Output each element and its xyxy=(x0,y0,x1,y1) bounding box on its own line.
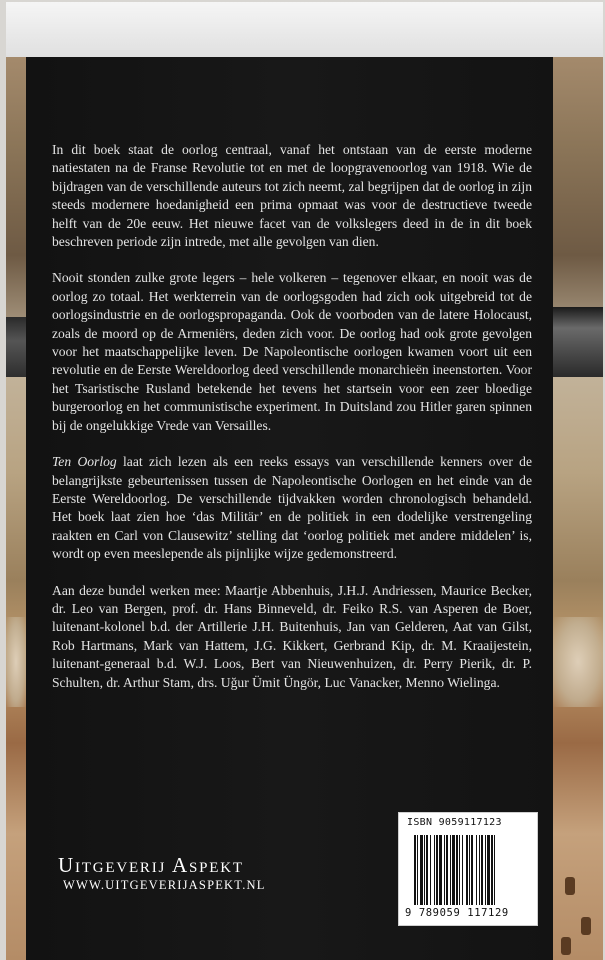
barcode-bar xyxy=(466,835,468,905)
painting-figure xyxy=(565,877,575,895)
ean-digits: 9 789059 117129 xyxy=(405,907,509,919)
barcode-bar xyxy=(481,835,483,905)
barcode-label xyxy=(398,812,538,926)
barcode-bar xyxy=(456,835,458,905)
barcode-bar xyxy=(436,835,438,905)
publisher-url: WWW.UITGEVERIJASPEKT.NL xyxy=(63,878,266,892)
barcode-bar xyxy=(420,835,423,905)
barcode-bar xyxy=(491,835,493,905)
book-back-cover xyxy=(6,2,603,960)
barcode-bar xyxy=(452,835,455,905)
barcode-bar xyxy=(439,835,442,905)
barcode-bar xyxy=(471,835,473,905)
barcode-bar xyxy=(494,835,495,905)
barcode-bar xyxy=(426,835,428,905)
barcode-bar xyxy=(446,835,448,905)
barcode-bar xyxy=(476,835,477,905)
book-title-italic: Ten Oorlog xyxy=(52,454,117,470)
painting-figure xyxy=(581,917,591,935)
painting-band xyxy=(553,307,603,377)
barcode-bar xyxy=(414,835,416,905)
paragraph-armies: Nooit stonden zulke grote legers – hele volkeren – tegenover elkaar, en nooit was de oorlog zo totaal. Het werkterrein van de oorlogsgoden had zich ook uitgebreid tot de oorlogsindustrie en de oorlogspropaganda. Ook de voorboden van de latere Holocaust, zoals de moord op de Armeniërs, deden zich voor. De oorlog had ook grote gevolgen voor het maatschappelijke leven. De Napoleontische oorlogen kwamen voort uit een revolutie en de Eerste Wereldoorlog deed verschillende monarchieën ineenstorten. Voor het Tsaristische Rusland betekende het tevens het startsein voor een zeer bloedige burgeroorlog en het communistische experiment. In Duitsland zou Hitler garen spinnen bij de ongelukkige Vrede van Versailles. xyxy=(52,270,532,433)
barcode-bar xyxy=(417,835,418,905)
paragraph-essays-text: laat zich lezen als een reeks essays van verschillende kenners over de belangrijkste gebeurtenissen tussen de Napoleontische Oorlogen en het einde van de Eerste Wereldoorlog. De verschillende tijdvakken worden chronologisch behandeld. Het boek laat zien hoe ‘das Militär’ en de politiek in een dodelijke verstrengeling raakten en Carl von Clausewitz’ stelling dat ‘oorlog politiek met andere middelen’ is, wordt op even meeslepende als pijnlijke wijze gedemonstreerd. xyxy=(52,454,532,562)
barcode-bar xyxy=(479,835,480,905)
barcode-bar xyxy=(462,835,463,905)
barcode-icon xyxy=(413,835,529,905)
barcode-bar xyxy=(459,835,460,905)
painting-figure xyxy=(561,937,571,955)
barcode-bar xyxy=(424,835,425,905)
barcode-bar xyxy=(430,835,431,905)
barcode-bar xyxy=(487,835,490,905)
barcode-bar xyxy=(469,835,470,905)
barcode-bar xyxy=(444,835,445,905)
blurb-text xyxy=(52,141,532,692)
paragraph-intro: In dit boek staat de oorlog centraal, vanaf het ontstaan van de eerste moderne natiestaten na de Franse Revolutie tot en met de loopgravenoorlog van 1918. Wie de bijdragen van de verschillende auteurs tot zich neemt, zal begrijpen dat de oorlog in zijn steeds modernere hoedanigheid een prima opmaat was voor de destructieve tweede helft van de 20e eeuw. Het nieuwe facet van de volkslegers deed in de in dit boek beschreven periode zijn intrede, met alle gevolgen van dien. xyxy=(52,142,532,250)
painting-smoke xyxy=(553,617,603,707)
barcode-bar xyxy=(450,835,451,905)
paragraph-essays xyxy=(52,453,532,563)
painting-strip-right xyxy=(553,57,603,960)
painting-band xyxy=(6,317,26,377)
book-top-edge xyxy=(6,2,603,57)
publisher-name: Uitgeverij Aspekt xyxy=(58,853,244,877)
publisher-logo xyxy=(58,852,358,893)
painting-smoke xyxy=(6,617,26,707)
isbn-text: ISBN 9059117123 xyxy=(407,817,502,828)
barcode-bar xyxy=(485,835,486,905)
paragraph-contributors: Aan deze bundel werken mee: Maartje Abbenhuis, J.H.J. Andriessen, Maurice Becker, dr. Leo van Bergen, prof. dr. Hans Binneveld, dr. Feiko R.S. van Asperen de Boer, luitenant-kolonel b.d. der Artillerie J.H. Buitenhuis, Jan van Gelderen, Aat van Gilst, Rob Hartmans, Mark van Hattem, J.G. Kikkert, Gerbrand Kip, dr. M. Kraaijestein, luitenant-generaal b.d. W.J. Loos, Bert van Nieuwenhuizen, dr. Perry Pierik, dr. P. Schulten, dr. Arthur Stam, drs. Uğur Ümit Üngör, Luc Vanacker, Menno Wielinga. xyxy=(52,582,532,690)
painting-strip-left xyxy=(6,57,26,960)
barcode-bar xyxy=(434,835,435,905)
